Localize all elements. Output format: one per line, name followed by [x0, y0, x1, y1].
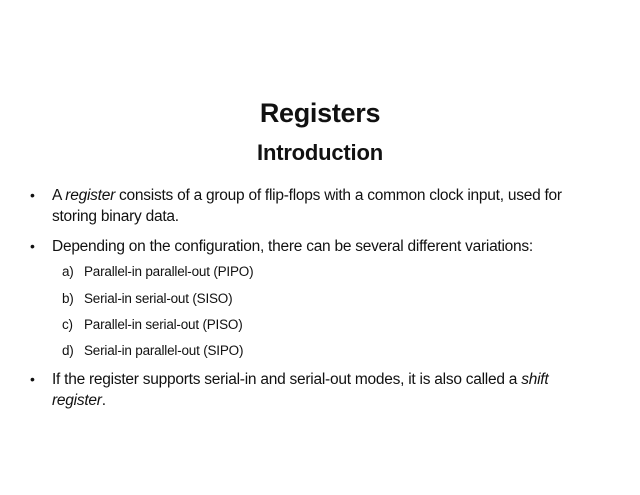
list-marker: d)	[62, 343, 74, 358]
bullet-line-1: A register consists of a group of flip-flops with a common clock input, used for	[52, 187, 562, 204]
list-marker: b)	[62, 291, 74, 306]
bullet-line-2: register.	[52, 392, 106, 409]
variation-item-pipo	[62, 263, 253, 281]
bullet-icon: •	[30, 238, 35, 254]
bullet-text: Depending on the configuration, there can be several different variations:	[52, 238, 533, 255]
bullet-icon: •	[30, 187, 35, 203]
variation-label: Serial-in serial-out (SISO)	[84, 291, 233, 306]
emphasis-shift: shift	[521, 371, 549, 388]
emphasis-register: register	[52, 392, 102, 409]
list-marker: a)	[62, 264, 74, 279]
bullet-text	[52, 185, 622, 227]
slide-subtitle: Introduction	[257, 140, 383, 165]
bullet-icon: •	[30, 371, 35, 387]
variation-item-piso	[62, 316, 243, 334]
variation-label: Serial-in parallel-out (SIPO)	[84, 343, 244, 358]
emphasis-register: register	[65, 187, 115, 204]
variation-item-sipo	[62, 342, 243, 360]
slide-title: Registers	[259, 98, 381, 128]
variation-label: Parallel-in parallel-out (PIPO)	[84, 264, 254, 279]
bullet-line-1: If the register supports serial-in and serial-out modes, it is also called a shift	[52, 371, 549, 388]
variation-label: Parallel-in serial-out (PISO)	[84, 317, 243, 332]
list-marker: c)	[62, 317, 73, 332]
bullet-text	[52, 369, 622, 411]
bullet-line-2: storing binary data.	[52, 208, 179, 225]
variation-item-siso	[62, 290, 232, 308]
